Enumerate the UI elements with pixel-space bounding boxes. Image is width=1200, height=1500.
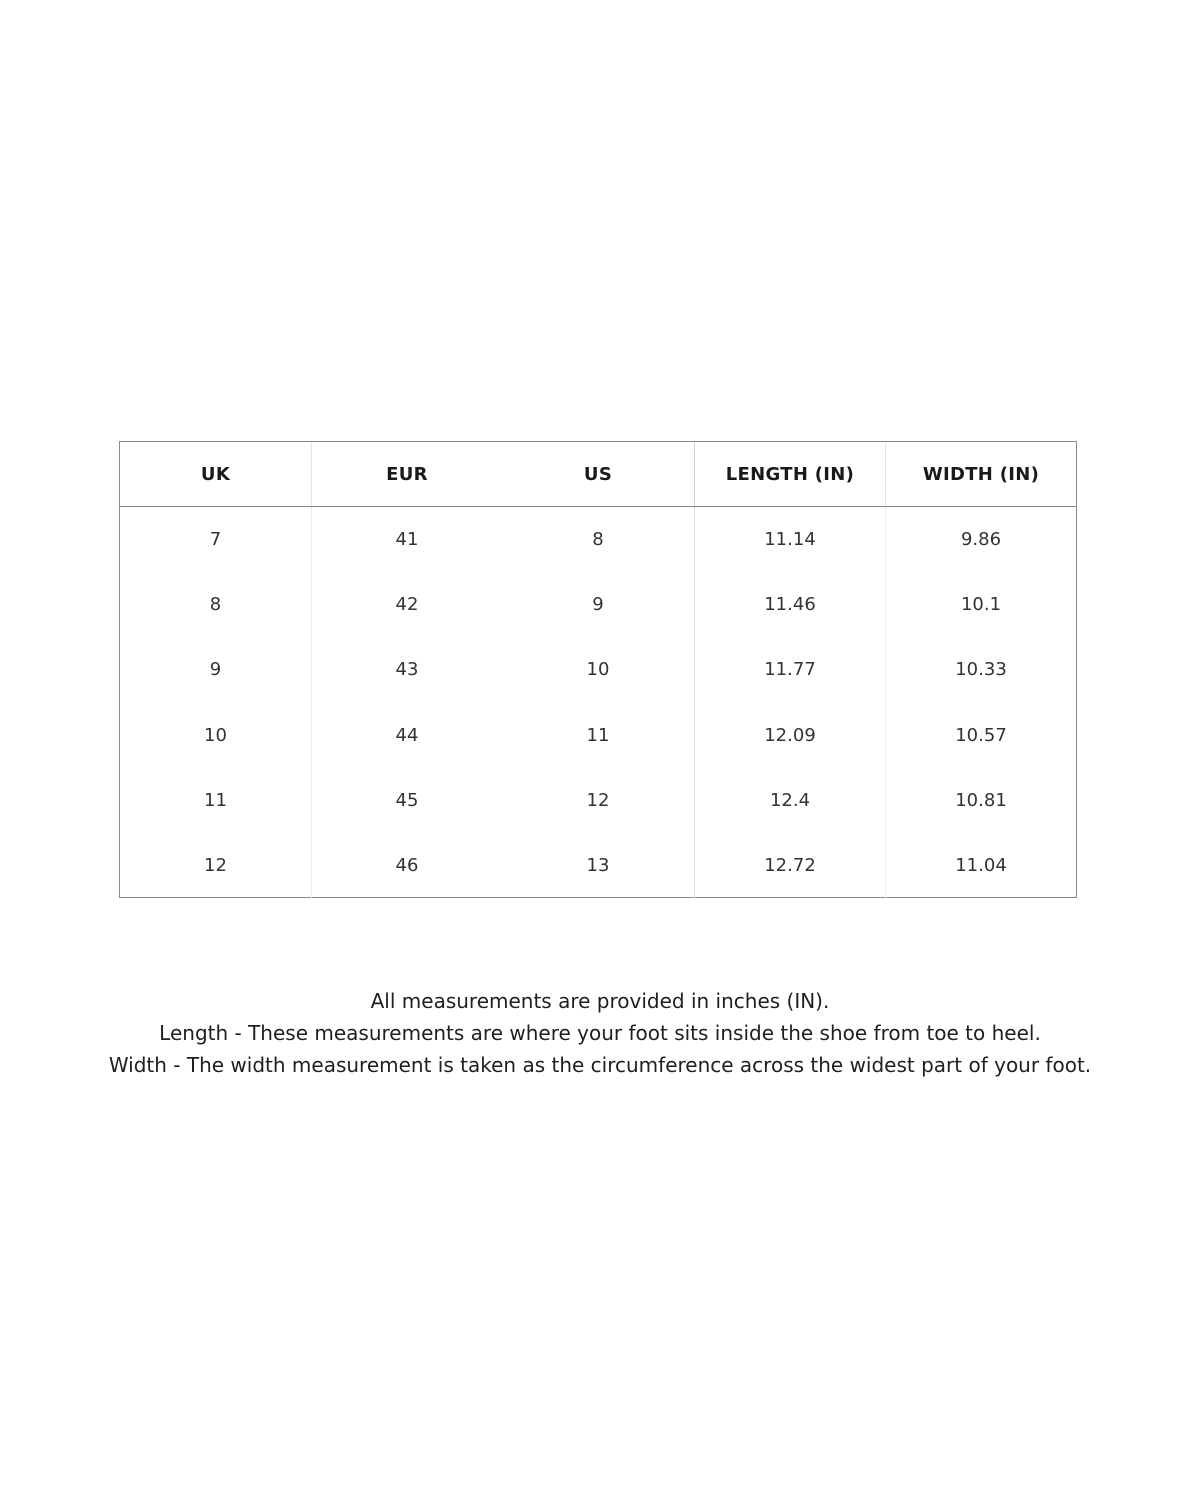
cell-width: 11.04	[885, 833, 1076, 898]
cell-uk: 8	[209, 594, 222, 616]
note-length: Length - These measurements are where your foot sits inside the shoe from toe to heel.	[159, 1021, 1041, 1045]
size-chart-table	[119, 441, 1077, 898]
cell-length: 11.14	[694, 507, 885, 572]
cell-uk: 7	[209, 529, 222, 551]
cell-uk: 9	[209, 659, 222, 681]
cell-length: 12.09	[694, 703, 885, 768]
table-row	[120, 703, 1076, 768]
cell-eur: 43	[311, 637, 502, 702]
table-row	[120, 507, 1076, 572]
cell-width: 9.86	[885, 507, 1076, 572]
cell-eur: 41	[311, 507, 502, 572]
cell-us: 12	[586, 789, 610, 811]
table-body	[120, 507, 1076, 898]
cell-eur: 44	[311, 703, 502, 768]
header-length: LENGTH (IN)	[694, 442, 885, 506]
cell-uk: 12	[204, 855, 227, 877]
cell-us: 11	[586, 724, 610, 746]
cell-width: 10.33	[885, 637, 1076, 702]
cell-width: 10.81	[885, 768, 1076, 833]
cell-uk: 11	[204, 789, 227, 811]
cell-eur: 45	[311, 768, 502, 833]
note-units: All measurements are provided in inches (IN).	[370, 989, 830, 1013]
header-us: US	[583, 463, 613, 485]
cell-width: 10.1	[885, 572, 1076, 637]
cell-length: 11.77	[694, 637, 885, 702]
note-width: Width - The width measurement is taken as the circumference across the widest part of your foot.	[108, 1053, 1092, 1077]
header-eur: EUR	[311, 442, 502, 506]
table-header-row	[120, 442, 1076, 507]
cell-eur: 42	[311, 572, 502, 637]
cell-us: 10	[586, 659, 610, 681]
cell-us: 9	[592, 594, 604, 616]
header-width: WIDTH (IN)	[885, 442, 1076, 506]
table-row	[120, 833, 1076, 898]
cell-uk: 10	[204, 724, 227, 746]
table-row	[120, 637, 1076, 702]
cell-length: 12.4	[694, 768, 885, 833]
measurement-notes	[0, 985, 1200, 1081]
cell-us: 13	[586, 855, 610, 877]
table-row	[120, 572, 1076, 637]
cell-us: 8	[592, 529, 604, 551]
header-uk: UK	[200, 463, 231, 485]
cell-eur: 46	[311, 833, 502, 898]
cell-width: 10.57	[885, 703, 1076, 768]
cell-length: 12.72	[694, 833, 885, 898]
cell-length: 11.46	[694, 572, 885, 637]
table-row	[120, 768, 1076, 833]
